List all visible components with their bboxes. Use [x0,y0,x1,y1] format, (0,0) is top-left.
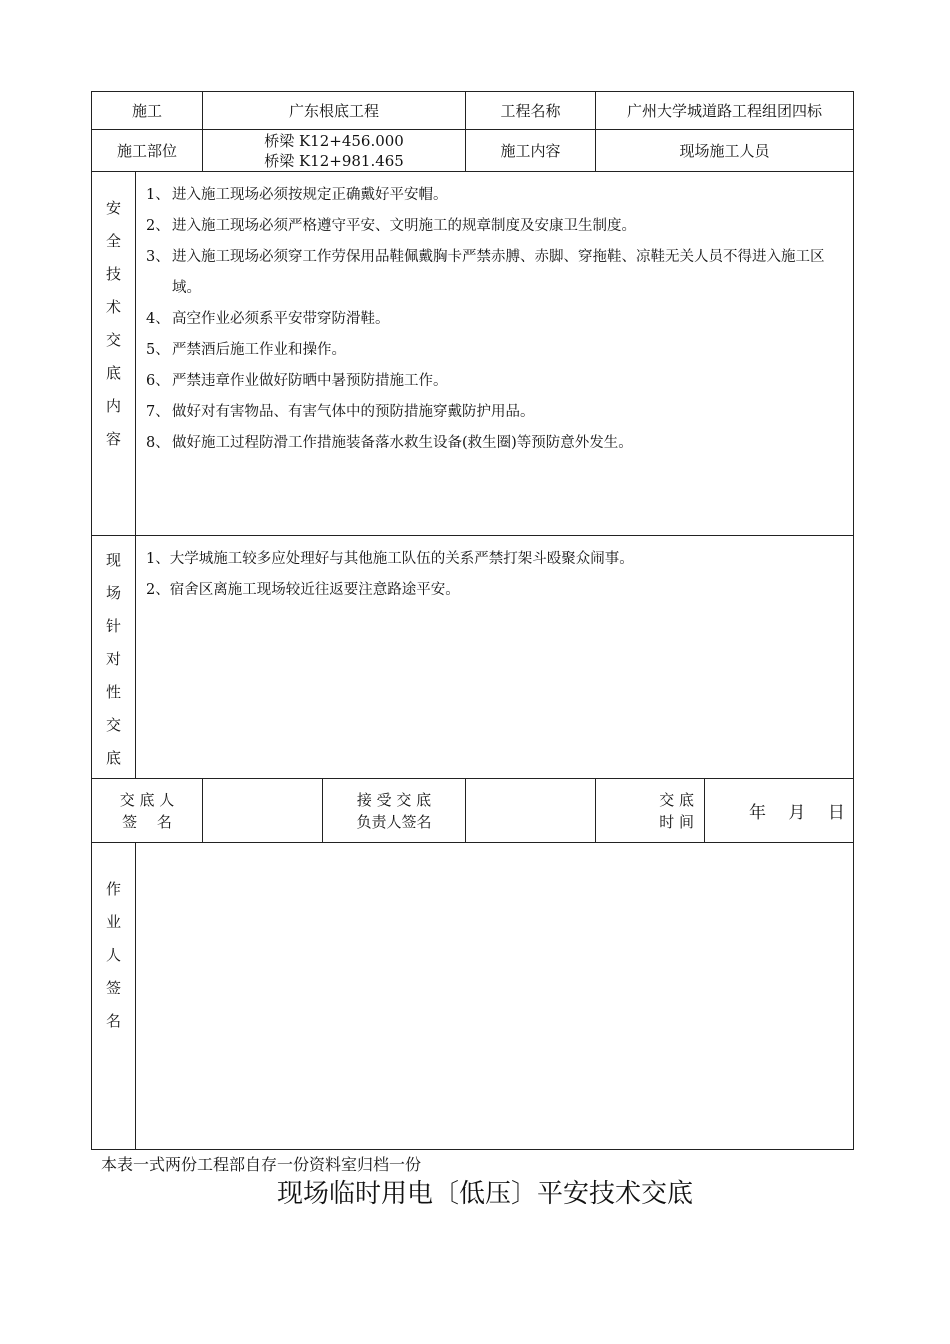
site-label-char: 对 [105,650,121,668]
workers-label-char: 签 [105,979,121,997]
project-label: 工程名称 [466,92,596,130]
site-label-char: 针 [105,617,121,635]
safety-section [92,172,854,536]
workers-label-char: 人 [105,946,121,964]
content-value: 现场施工人员 [596,130,854,172]
part-label: 施工部位 [92,130,203,172]
workers-label-char: 名 [105,1012,121,1030]
signature-row [92,779,854,843]
safety-briefing-form [91,91,854,1150]
giver-label: 交 底 人 签 名 [92,779,203,843]
footer-note: 本表一式两份工程部自存一份资料室归档一份 [101,1155,422,1174]
part-value [203,130,466,172]
workers-section [92,843,854,1150]
safety-label-char: 容 [105,430,121,448]
content-label: 施工内容 [466,130,596,172]
workers-label [92,843,136,1150]
form-sheet [91,91,853,1150]
safety-label-char: 安 [105,199,121,217]
safety-label-char: 技 [105,265,121,283]
giver-signature-field[interactable] [203,779,323,843]
list-item: 8、 做好施工过程防滑工作措施装备落水救生设备(救生圈)等预防意外发生。 [146,435,633,451]
list-item: 2、 进入施工现场必须严格遵守平安、文明施工的规章制度及安康卫生制度。 [146,218,636,234]
unit-label: 施工 [92,92,203,130]
site-section [92,536,854,779]
receiver-label: 接 受 交 底 负责人签名 [323,779,466,843]
part-line-2: 桥梁 K12+981.465 [264,151,404,170]
list-item: 1、 进入施工现场必须按规定正确戴好平安帽。 [146,187,448,203]
site-items [136,536,854,779]
safety-items [136,172,854,536]
list-item: 3、 进入施工现场必须穿工作劳保用品鞋佩戴胸卡严禁赤膊、赤脚、穿拖鞋、凉鞋无关人员不得进入施工区域。 [146,249,825,296]
receiver-signature-field[interactable] [466,779,596,843]
site-label [92,536,136,779]
safety-label-char: 交 [105,331,121,349]
list-item: 2、宿舍区离施工现场较近往返要注意路途平安。 [146,582,460,598]
project-value: 广州大学城道路工程组团四标 [596,92,854,130]
workers-signature-area[interactable] [136,843,854,1150]
safety-label-char: 全 [105,232,121,250]
header-row-1 [92,92,854,130]
next-section-title: 现场临时用电〔低压〕平安技术交底 [276,1179,693,1209]
list-item: 6、 严禁违章作业做好防晒中暑预防措施工作。 [146,373,448,389]
list-item: 1、大学城施工较多应处理好与其他施工队伍的关系严禁打架斗殴聚众闹事。 [146,551,634,567]
safety-label [92,172,136,536]
site-label-char: 底 [105,749,121,767]
site-label-char: 性 [105,683,121,701]
time-label: 交 底 时 间 [596,779,705,843]
workers-label-char: 作 [105,880,121,898]
list-item: 4、 高空作业必须系平安带穿防滑鞋。 [146,311,390,327]
date-field[interactable]: 年 月 日 [705,779,854,843]
site-label-char: 交 [105,716,121,734]
safety-label-char: 底 [105,364,121,382]
site-label-char: 现 [105,551,121,569]
list-item: 7、 做好对有害物品、有害气体中的预防措施穿戴防护用品。 [146,404,535,420]
unit-value: 广东根底工程 [203,92,466,130]
part-line-1: 桥梁 K12+456.000 [264,131,404,150]
header-row-2 [92,130,854,172]
list-item: 5、 严禁酒后施工作业和操作。 [146,342,346,358]
workers-label-char: 业 [105,913,121,931]
safety-label-char: 术 [105,298,121,316]
safety-label-char: 内 [105,397,121,415]
site-label-char: 场 [105,584,121,602]
